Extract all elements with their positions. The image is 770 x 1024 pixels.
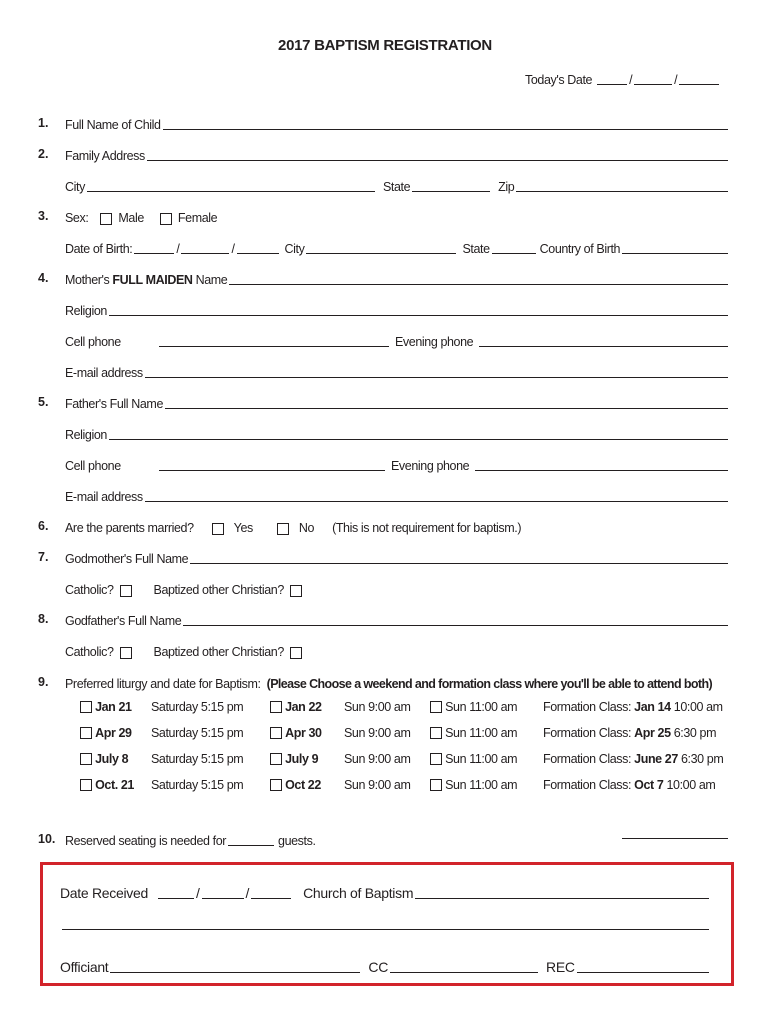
godmother-catholic-label: Catholic?: [65, 583, 114, 597]
mother-email-field[interactable]: [145, 365, 728, 378]
godmother-name-row: [65, 548, 730, 566]
checkbox[interactable]: [80, 727, 92, 739]
todays-date-year[interactable]: [679, 72, 719, 85]
formation-class: [543, 726, 716, 740]
father-email-row: [65, 486, 730, 504]
section-number: 5.: [38, 395, 49, 409]
godmother-other-checkbox[interactable]: [290, 585, 302, 597]
checkbox[interactable]: [80, 701, 92, 713]
female-label: Female: [177, 211, 218, 225]
godmother-name-field[interactable]: [190, 551, 728, 564]
godfather-other-label: Baptized other Christian?: [153, 645, 284, 659]
father-name-label: Father's Full Name: [65, 397, 163, 411]
sunday-11-time: Sun 11:00 am: [445, 778, 518, 792]
married-yes-checkbox[interactable]: [212, 523, 224, 535]
mother-cell-label: Cell phone: [65, 335, 121, 349]
mother-name-row: [65, 269, 730, 287]
sunday-date: Oct 22: [285, 778, 321, 792]
guest-count-field[interactable]: [228, 833, 274, 846]
saturday-date: Apr 29: [95, 726, 132, 740]
male-label: Male: [118, 211, 144, 225]
slash: /: [629, 73, 633, 87]
rec-field[interactable]: [577, 958, 709, 973]
formation-class-time: 10:00 am: [666, 778, 716, 792]
birth-country-label: Country of Birth: [539, 242, 621, 256]
form-title: 2017 BAPTISM REGISTRATION: [278, 37, 492, 54]
sunday-11-time: Sun 11:00 am: [445, 700, 518, 714]
father-name-field[interactable]: [165, 396, 728, 409]
saturday-option[interactable]: [80, 700, 132, 714]
godfather-name-label: Godfather's Full Name: [65, 614, 182, 628]
godfather-catholic-checkbox[interactable]: [120, 647, 132, 659]
formation-class-label: Formation Class:: [543, 726, 632, 740]
dob-year-field[interactable]: [237, 241, 279, 254]
married-no-checkbox[interactable]: [277, 523, 289, 535]
reserved-seating-label: Reserved seating is needed for: [65, 834, 227, 848]
father-religion-label: Religion: [65, 428, 107, 442]
father-religion-row: [65, 424, 730, 442]
mother-religion-row: [65, 300, 730, 318]
formation-class-label: Formation Class:: [543, 700, 632, 714]
office-use-line[interactable]: [622, 838, 728, 839]
cc-label: CC: [368, 959, 389, 975]
family-address-field[interactable]: [147, 148, 728, 161]
mother-cell-field[interactable]: [159, 334, 389, 347]
female-checkbox[interactable]: [160, 213, 172, 225]
birth-state-label: State: [462, 242, 490, 256]
dob-day-field[interactable]: [181, 241, 229, 254]
city-field[interactable]: [87, 179, 375, 192]
male-checkbox[interactable]: [100, 213, 112, 225]
officiant-label: Officiant: [60, 959, 109, 975]
slash: /: [195, 885, 200, 901]
rec-label: REC: [546, 959, 575, 975]
sunday-11-option[interactable]: [430, 752, 517, 766]
saturday-option[interactable]: [80, 778, 134, 792]
godfather-name-field[interactable]: [183, 613, 728, 626]
formation-class: [543, 700, 723, 714]
checkbox[interactable]: [430, 779, 442, 791]
godmother-faith-row: [65, 579, 730, 597]
city-state-zip-row: [65, 176, 730, 194]
section-number: 9.: [38, 675, 49, 689]
section-number: 4.: [38, 271, 49, 285]
state-label: State: [382, 180, 411, 194]
zip-field[interactable]: [516, 179, 728, 192]
saturday-date: Oct. 21: [95, 778, 134, 792]
section-number: 3.: [38, 209, 49, 223]
section-number: 7.: [38, 550, 49, 564]
slash: /: [674, 73, 678, 87]
slash: /: [245, 885, 250, 901]
father-name-row: [65, 393, 730, 411]
sex-label: Sex:: [65, 211, 89, 225]
godmother-name-label: Godmother's Full Name: [65, 552, 189, 566]
birth-city-label: City: [284, 242, 305, 256]
mother-name-label: Mother's FULL MAIDEN Name: [65, 273, 228, 287]
married-no-label: No: [298, 521, 315, 535]
mother-religion-field[interactable]: [109, 303, 728, 316]
church-of-baptism-label: Church of Baptism: [303, 885, 414, 901]
godfather-name-row: [65, 610, 730, 628]
section-number: 10.: [38, 832, 56, 846]
sunday-9-time: Sun 9:00 am: [344, 778, 411, 792]
father-email-field[interactable]: [145, 489, 728, 502]
mother-email-label: E-mail address: [65, 366, 143, 380]
liturgy-label: Preferred liturgy and date for Baptism:: [65, 677, 261, 691]
mother-name-field[interactable]: [229, 272, 728, 285]
reserved-seating-row: [65, 830, 365, 848]
saturday-option[interactable]: [80, 726, 132, 740]
dob-row: [65, 238, 730, 256]
todays-date-label: Today's Date: [525, 73, 593, 87]
checkbox[interactable]: [270, 701, 282, 713]
parents-married-label: Are the parents married?: [65, 521, 194, 535]
sunday-date: Apr 30: [285, 726, 322, 740]
office-notes-line[interactable]: [62, 929, 709, 930]
checkbox[interactable]: [80, 753, 92, 765]
mother-religion-label: Religion: [65, 304, 107, 318]
father-evening-field[interactable]: [475, 458, 728, 471]
mother-phone-row: [65, 331, 730, 349]
cc-field[interactable]: [390, 958, 538, 973]
mother-evening-label: Evening phone: [395, 335, 474, 349]
todays-date-month[interactable]: [597, 72, 627, 85]
father-email-label: E-mail address: [65, 490, 143, 504]
todays-date-day[interactable]: [634, 72, 672, 85]
received-month-field[interactable]: [158, 884, 194, 899]
office-use-box: [40, 862, 734, 986]
section-number: 1.: [38, 116, 49, 130]
father-religion-field[interactable]: [109, 427, 728, 440]
slash: /: [176, 242, 180, 256]
slash: /: [231, 242, 235, 256]
formation-class-time: 6:30 pm: [681, 752, 724, 766]
checkbox[interactable]: [430, 727, 442, 739]
sunday-9-option[interactable]: [270, 752, 318, 766]
dob-label: Date of Birth:: [65, 242, 133, 256]
father-evening-label: Evening phone: [391, 459, 470, 473]
section-number: 2.: [38, 147, 49, 161]
birth-country-field[interactable]: [622, 241, 728, 254]
liturgy-row: [65, 673, 740, 691]
saturday-time: Saturday 5:15 pm: [151, 726, 244, 740]
formation-class: [543, 752, 723, 766]
received-day-field[interactable]: [202, 884, 244, 899]
date-received-row: [60, 881, 711, 901]
birth-state-field[interactable]: [492, 241, 536, 254]
mother-email-row: [65, 362, 730, 380]
sunday-11-option[interactable]: [430, 700, 517, 714]
sunday-date: Jan 22: [285, 700, 322, 714]
godfather-faith-row: [65, 641, 730, 659]
father-cell-label: Cell phone: [65, 459, 121, 473]
sunday-9-time: Sun 9:00 am: [344, 752, 411, 766]
church-of-baptism-field[interactable]: [415, 884, 709, 899]
section-number: 6.: [38, 519, 49, 533]
godfather-catholic-label: Catholic?: [65, 645, 114, 659]
formation-class-date: Apr 25: [634, 726, 671, 740]
saturday-option[interactable]: [80, 752, 128, 766]
todays-date: [525, 72, 721, 87]
formation-class-label: Formation Class:: [543, 778, 632, 792]
formation-class-date: Jan 14: [634, 700, 671, 714]
sunday-9-option[interactable]: [270, 778, 321, 792]
parents-married-row: [65, 517, 730, 535]
dob-month-field[interactable]: [134, 241, 174, 254]
sunday-9-time: Sun 9:00 am: [344, 700, 411, 714]
sunday-11-time: Sun 11:00 am: [445, 752, 518, 766]
birth-city-field[interactable]: [306, 241, 456, 254]
state-field[interactable]: [412, 179, 490, 192]
sunday-9-time: Sun 9:00 am: [344, 726, 411, 740]
married-yes-label: Yes: [233, 521, 253, 535]
formation-class-date: Oct 7: [634, 778, 664, 792]
sunday-date: July 9: [285, 752, 319, 766]
checkbox[interactable]: [430, 753, 442, 765]
saturday-time: Saturday 5:15 pm: [151, 752, 244, 766]
saturday-time: Saturday 5:15 pm: [151, 700, 244, 714]
child-name-row: [65, 114, 730, 132]
checkbox[interactable]: [270, 753, 282, 765]
section-number: 8.: [38, 612, 49, 626]
sunday-9-option[interactable]: [270, 726, 322, 740]
guests-label: guests.: [278, 834, 316, 848]
family-address-row: [65, 145, 730, 163]
formation-class: [543, 778, 715, 792]
father-cell-field[interactable]: [159, 458, 385, 471]
liturgy-note: (Please Choose a weekend and formation class where you'll be able to attend both): [266, 677, 713, 691]
godfather-other-checkbox[interactable]: [290, 647, 302, 659]
formation-class-date: June 27: [634, 752, 678, 766]
date-received-label: Date Received: [60, 885, 148, 901]
family-address-label: Family Address: [65, 149, 145, 163]
officiant-row: [60, 955, 711, 975]
father-phone-row: [65, 455, 730, 473]
saturday-time: Saturday 5:15 pm: [151, 778, 244, 792]
zip-label: Zip: [498, 180, 515, 194]
formation-class-label: Formation Class:: [543, 752, 632, 766]
sunday-11-option[interactable]: [430, 726, 517, 740]
godmother-other-label: Baptized other Christian?: [153, 583, 284, 597]
saturday-date: Jan 21: [95, 700, 132, 714]
sunday-9-option[interactable]: [270, 700, 322, 714]
city-label: City: [65, 180, 85, 194]
formation-class-time: 6:30 pm: [673, 726, 717, 740]
sex-row: [65, 207, 730, 225]
received-year-field[interactable]: [251, 884, 291, 899]
married-note: (This is not requirement for baptism.): [332, 521, 522, 535]
sunday-11-option[interactable]: [430, 778, 517, 792]
checkbox[interactable]: [270, 779, 282, 791]
mother-evening-field[interactable]: [479, 334, 728, 347]
saturday-date: July 8: [95, 752, 129, 766]
checkbox[interactable]: [270, 727, 282, 739]
checkbox[interactable]: [80, 779, 92, 791]
godmother-catholic-checkbox[interactable]: [120, 585, 132, 597]
child-name-field[interactable]: [163, 117, 728, 130]
formation-class-time: 10:00 am: [673, 700, 723, 714]
child-name-label: Full Name of Child: [65, 118, 161, 132]
officiant-field[interactable]: [110, 958, 360, 973]
checkbox[interactable]: [430, 701, 442, 713]
sunday-11-time: Sun 11:00 am: [445, 726, 518, 740]
